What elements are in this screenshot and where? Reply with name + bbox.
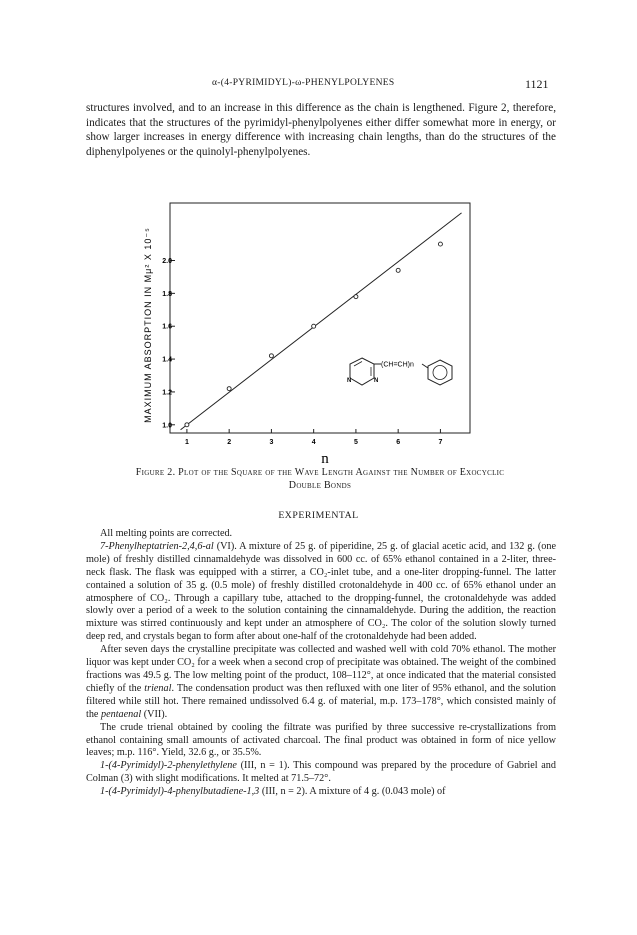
y-axis-label: MAXIMUM ABSORPTION IN Mμ² X 10⁻⁵ xyxy=(143,227,153,423)
paragraph xyxy=(86,541,556,644)
body-text xyxy=(86,528,556,799)
y-axis-ticks xyxy=(162,258,175,429)
structure-label: (CH=CH)n xyxy=(381,361,414,369)
data-point xyxy=(438,242,442,246)
intro-paragraph: structures involved, and to an increase in this difference as the chain is lengthened. Figure 2, therefore, indicates that the structures of the pyrimidyl-phenylpolyenes either differ somewhat more in energy, or show larger increases in energy difference with increasing chain lengths, than do the structures of the diphenylpolyenes or the quinolyl-phenylpolyenes. xyxy=(86,102,556,159)
x-tick-label: 7 xyxy=(438,439,443,446)
x-axis-label: n xyxy=(321,451,329,465)
pyrimidine-inner-bond xyxy=(354,362,362,367)
paragraph-text: The crude trienal obtained by cooling the filtrate was purified by three successive re-crystallizations from ethanol containing small amounts of activated charcoal. The final product was obtained in form of nice yellow leaves; m.p. 116°. Yield, 32.6 g., or 35.5%. xyxy=(86,721,556,759)
paragraph-text: (III, n = 2). A mixture of 4 g. (0.043 mole) of xyxy=(259,786,446,798)
caption-line-1: Figure 2. Plot of the Square of the Wave Length Against the Number of Exocyclic xyxy=(135,467,505,478)
y-tick-label: 1.0 xyxy=(162,422,172,430)
chain-bond xyxy=(422,364,428,368)
paragraph-text: (VI). A mixture of 25 g. of piperidine, 25 g. of glacial acetic acid, and 132 g. (one mole) of freshly distilled cinnamaldehyde was dissolved in 600 cc. of 65% ethanol contained in a 2-liter, three-neck flask. The flask was equipped with a stirrer, a CO₂-inlet tube, and a one-liter dropping-funnel. The latter contained a solution of 35 g. (0.5 mole) of freshly distilled crotonaldehyde in 400 cc. of 65% ethanol under an atmosphere of CO₂. Through a capillary tube, attached to the dropping-funnel, the crotonaldehyde was added slowly over a period of a week to the solution containing the cinnamaldehyde. During the addition, the reaction mixture was stirred continuously and kept under an atmosphere of CO₂. The color of the solution slowly turned deep red, and crystals began to form after about one-half of the crotonaldehyde had been added. xyxy=(86,540,556,643)
y-tick-label: 1.2 xyxy=(162,389,172,397)
data-point xyxy=(227,387,231,391)
paragraph xyxy=(86,786,556,799)
plot-frame xyxy=(170,203,470,433)
x-tick-label: 1 xyxy=(184,439,189,446)
x-tick-label: 2 xyxy=(227,439,232,446)
pyrimidine-ring xyxy=(350,358,374,385)
compound-name: trienal xyxy=(144,682,172,694)
phenyl-aromatic-circle xyxy=(433,366,447,380)
paragraph-text: (VII). xyxy=(141,708,168,720)
y-tick-label: 1.6 xyxy=(162,323,172,331)
compound-name: pentaenal xyxy=(101,708,142,720)
data-point xyxy=(354,295,358,299)
x-tick-label: 4 xyxy=(311,439,316,446)
x-axis-ticks xyxy=(185,429,443,446)
paragraph xyxy=(86,722,556,761)
data-point xyxy=(312,324,316,328)
data-points xyxy=(185,242,443,427)
structure-inset xyxy=(347,358,452,385)
running-title: α-(4-PYRIMIDYL)-ω-PHENYLPOLYENES xyxy=(212,78,395,88)
figure-2 xyxy=(130,195,490,465)
paragraph-text: All melting points are corrected. xyxy=(100,528,233,539)
figure-caption xyxy=(80,467,560,492)
paragraph-text: (III, n = 1). This compound was prepared by the procedure of Gabriel and Colman (3) with slight modifications. It melted at 71.5–72°. xyxy=(86,760,556,785)
y-tick-label: 1.4 xyxy=(162,356,172,364)
paragraph-text: After seven days the crystalline precipitate was collected and washed well with cold 70% ethanol. The mother liquor was kept under CO₂ for a week when a second crop of precipitate was obtained. The weight of the combined fractions was 49.5 g. The low melting point of the product, 108–112°, at once indicated that the material consisted chiefly of the xyxy=(86,644,556,694)
section-heading: EXPERIMENTAL xyxy=(278,510,359,521)
fit-line xyxy=(181,213,462,430)
x-tick-label: 6 xyxy=(396,439,401,446)
running-header xyxy=(0,78,637,92)
y-tick-label: 2.0 xyxy=(162,258,172,265)
paragraph xyxy=(86,528,556,541)
compound-name: 7-Phenylheptatrien-2,4,6-al xyxy=(100,540,214,552)
x-tick-label: 5 xyxy=(353,439,358,446)
phenyl-ring xyxy=(428,360,452,385)
page-number: 1121 xyxy=(525,77,549,91)
compound-name: 1-(4-Pyrimidyl)-4-phenylbutadiene-1,3 xyxy=(100,786,260,798)
data-point xyxy=(269,354,273,358)
ring-nitrogen: N xyxy=(374,378,379,384)
caption-line-2: Double Bonds xyxy=(288,479,352,491)
y-tick-label: 1.8 xyxy=(162,290,172,298)
x-tick-label: 3 xyxy=(269,439,274,446)
paragraph-text: . The condensation product was then refluxed with one liter of 95% ethanol, and the solution filtered while still hot. There remained undissolved 6.4 g. of material, m.p. 173–178°, which consisted mainly of the xyxy=(86,682,557,720)
paragraph xyxy=(86,760,556,786)
data-point xyxy=(396,268,400,272)
data-point xyxy=(185,423,189,427)
compound-name: 1-(4-Pyrimidyl)-2-phenylethylene xyxy=(100,760,237,772)
paragraph xyxy=(86,644,556,721)
ring-nitrogen: N xyxy=(347,378,352,384)
chart-svg xyxy=(130,195,490,465)
